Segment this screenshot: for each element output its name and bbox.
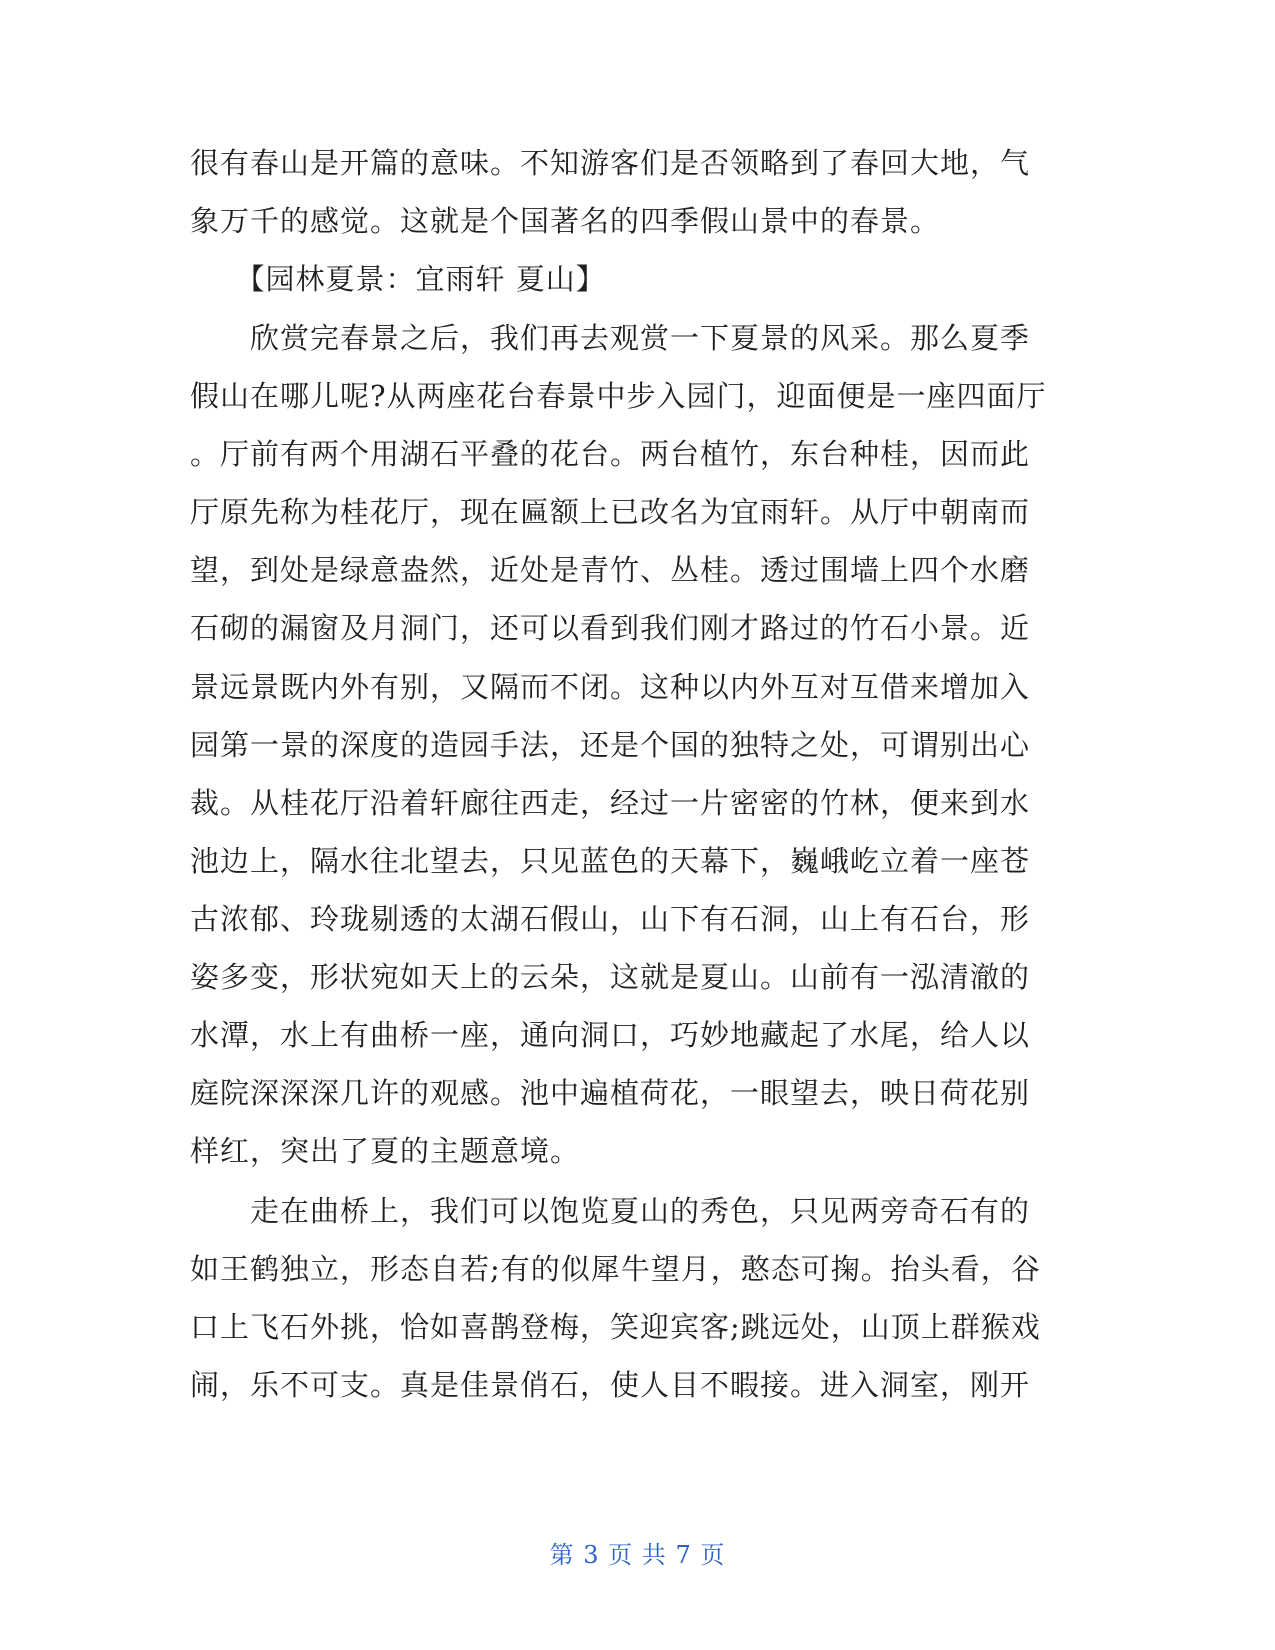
text-line: 姿多变，形状宛如天上的云朵，这就是夏山。山前有一泓清澈的	[190, 960, 1031, 994]
text-line: 象万千的感觉。这就是个国著名的四季假山景中的春景。	[190, 204, 941, 238]
text-line: 景远景既内外有别，又隔而不闭。这种以内外互对互借来增加入	[190, 670, 1031, 704]
text-line: 很有春山是开篇的意味。不知游客们是否领略到了春回大地，气	[190, 146, 1031, 180]
text-line: 园第一景的深度的造园手法，还是个国的独特之处，可谓别出心	[190, 728, 1031, 762]
text-line: 裁。从桂花厅沿着轩廊往西走，经过一片密密的竹林，便来到水	[190, 786, 1031, 820]
section-heading: 【园林夏景：宜雨轩 夏山】	[190, 262, 606, 296]
text-line: 水潭，水上有曲桥一座，通向洞口，巧妙地藏起了水尾，给人以	[190, 1018, 1031, 1052]
text-line: 走在曲桥上，我们可以饱览夏山的秀色，只见两旁奇石有的	[190, 1194, 1031, 1228]
text-line: 池边上，隔水往北望去，只见蓝色的天幕下，巍峨屹立着一座苍	[190, 844, 1031, 878]
text-line: 。厅前有两个用湖石平叠的花台。两台植竹，东台种桂，因而此	[190, 437, 1031, 471]
text-line: 口上飞石外挑，恰如喜鹊登梅，笑迎宾客;跳远处，山顶上群猴戏	[190, 1310, 1041, 1344]
text-line: 古浓郁、玲珑剔透的太湖石假山，山下有石洞，山上有石台，形	[190, 902, 1031, 936]
text-line: 闹，乐不可支。真是佳景俏石，使人目不暇接。进入洞室，刚开	[190, 1368, 1031, 1402]
text-line: 样红，突出了夏的主题意境。	[190, 1134, 581, 1168]
text-line: 如王鹤独立，形态自若;有的似犀牛望月，憨态可掬。抬头看，谷	[190, 1252, 1041, 1286]
text-line: 庭院深深深几许的观感。池中遍植荷花，一眼望去，映日荷花别	[190, 1076, 1031, 1110]
page-number-footer: 第 3 页 共 7 页	[549, 1541, 726, 1569]
text-line: 石砌的漏窗及月洞门，还可以看到我们刚才路过的竹石小景。近	[190, 611, 1031, 645]
text-line: 欣赏完春景之后，我们再去观赏一下夏景的风采。那么夏季	[190, 321, 1031, 355]
text-line: 假山在哪儿呢?从两座花台春景中步入园门，迎面便是一座四面厅	[190, 379, 1047, 413]
text-line: 望，到处是绿意盎然，近处是青竹、丛桂。透过围墙上四个水磨	[190, 553, 1031, 587]
text-line: 厅原先称为桂花厅，现在匾额上已改名为宜雨轩。从厅中朝南而	[190, 495, 1031, 529]
